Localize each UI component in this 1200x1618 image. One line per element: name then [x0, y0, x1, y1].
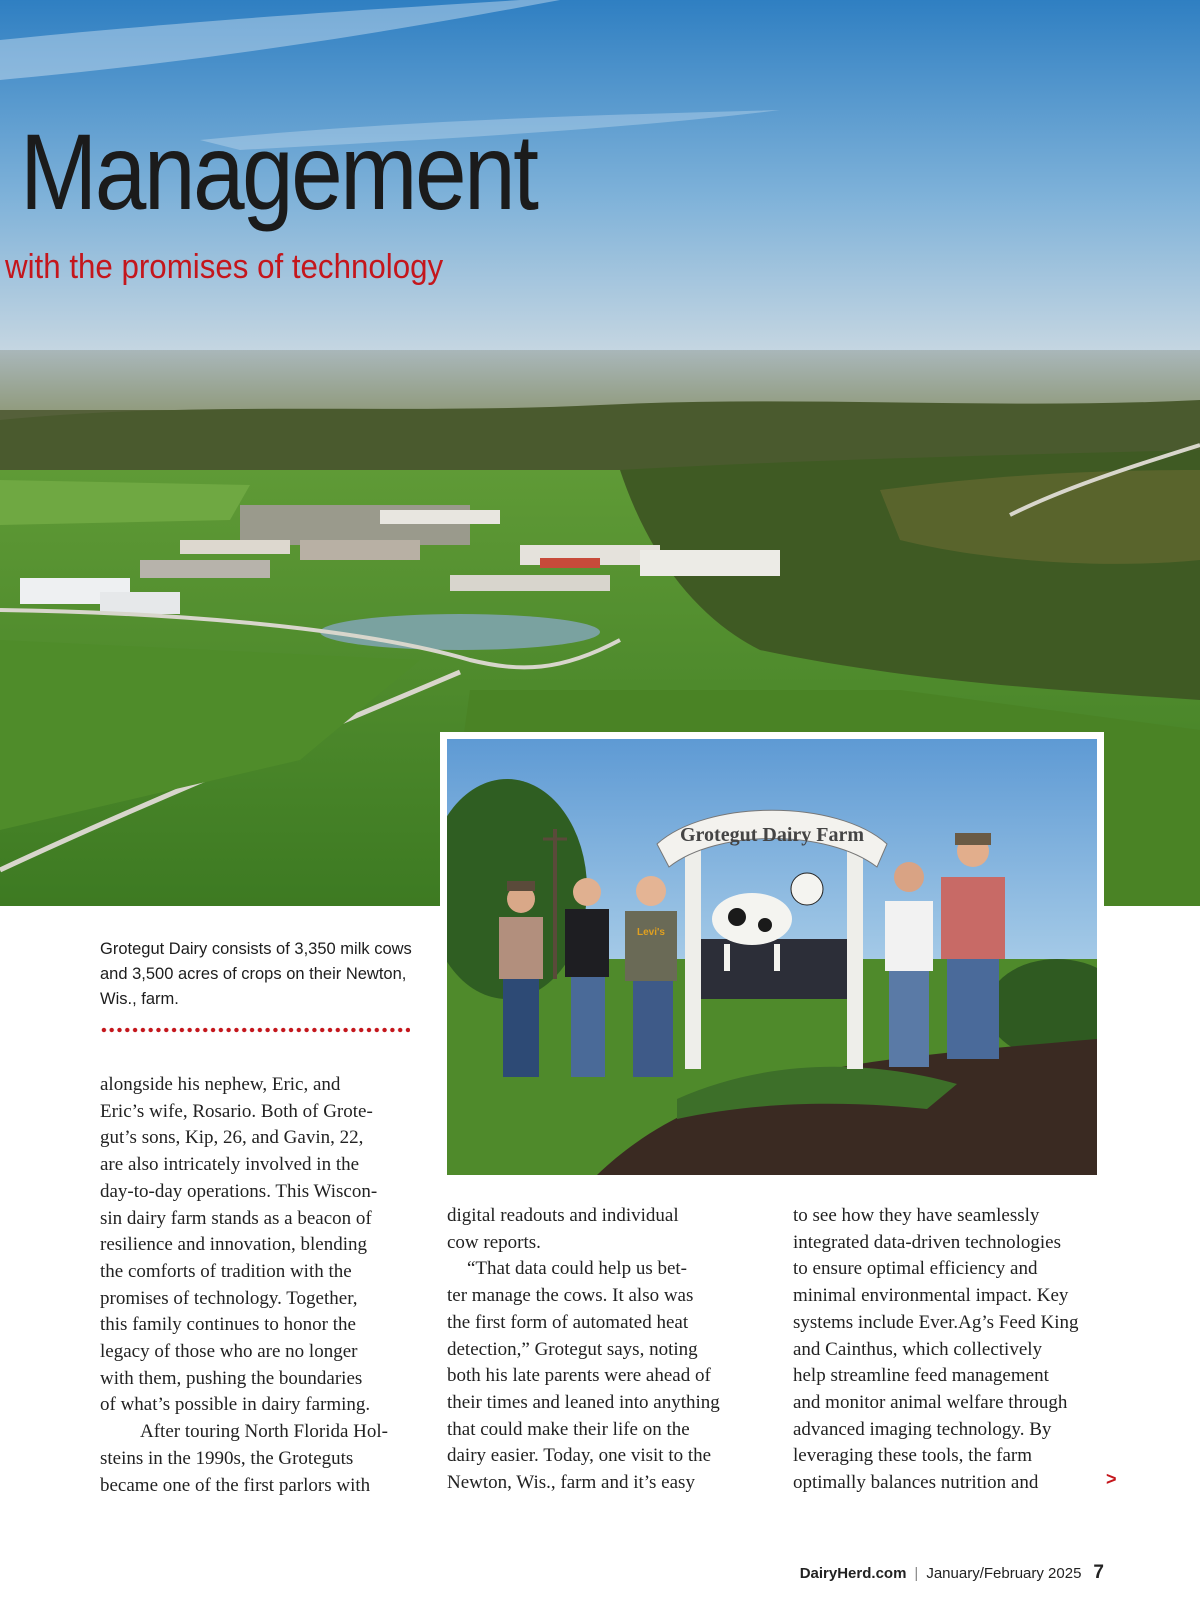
text-line: cow reports. — [447, 1231, 541, 1253]
family-at-farm-sign-illustration — [447, 739, 1097, 1175]
text-line: the first form of automated heat — [447, 1311, 689, 1333]
text-line: Newton, Wis., farm and it’s easy — [447, 1472, 695, 1494]
footer-issue: January/February 2025 — [926, 1565, 1082, 1582]
text-line: minimal environmental impact. Key — [793, 1285, 1069, 1307]
text-line: dairy easier. Today, one visit to the — [447, 1445, 712, 1467]
text-line: gut’s sons, Kip, 26, and Gavin, 22, — [100, 1127, 364, 1149]
article-column-1 — [100, 1072, 420, 1499]
text-line: the comforts of tradition with the — [100, 1260, 352, 1282]
text-line: leveraging these tools, the farm — [793, 1445, 1033, 1467]
footer-separator: | — [914, 1565, 919, 1582]
text-line: resilience and innovation, blending — [100, 1234, 367, 1256]
text-line: systems include Ever.Ag’s Feed King — [793, 1311, 1079, 1333]
photo-caption: Grotegut Dairy consists of 3,350 milk cows and 3,500 acres of crops on their Newton, Wis., farm. — [100, 940, 412, 1008]
text-line: “That data could help us bet- — [467, 1258, 688, 1280]
text-line: their times and leaned into anything — [447, 1391, 720, 1413]
text-line: steins in the 1990s, the Groteguts — [100, 1447, 354, 1469]
text-line: legacy of those who are no longer — [100, 1341, 358, 1363]
text-line: with them, pushing the boundaries — [100, 1367, 363, 1389]
footer-site: DairyHerd.com — [799, 1565, 907, 1582]
text-line: that could make their life on the — [447, 1418, 690, 1440]
text-line: both his late parents were ahead of — [447, 1365, 711, 1387]
text-line: integrated data-driven technologies — [793, 1231, 1062, 1253]
text-line: advanced imaging technology. By — [793, 1418, 1052, 1440]
text-line: and Cainthus, which collectively — [793, 1338, 1043, 1360]
text-line: day-to-day operations. This Wiscon- — [100, 1180, 378, 1202]
subheadline: with the promises of technology — [5, 248, 444, 286]
text-line: are also intricately involved in the — [100, 1154, 360, 1176]
text-line: became one of the first parlors with — [100, 1474, 371, 1496]
page-footer — [800, 1562, 1104, 1584]
family-photo — [440, 732, 1104, 1182]
text-line: detection,” Grotegut says, noting — [447, 1338, 698, 1360]
text-line: of what’s possible in dairy farming. — [100, 1394, 371, 1416]
continue-arrow-icon[interactable]: > — [1106, 1469, 1117, 1489]
text-line: digital readouts and individual — [447, 1205, 679, 1226]
text-line: to see how they have seamlessly — [793, 1205, 1040, 1226]
text-line: Eric’s wife, Rosario. Both of Grote- — [100, 1100, 373, 1122]
farm-sign-text: Grotegut Dairy Farm — [679, 824, 865, 846]
text-line: this family continues to honor the — [100, 1314, 356, 1336]
article-column-3 — [793, 1203, 1113, 1497]
dotted-divider — [100, 1027, 410, 1033]
text-line: sin dairy farm stands as a beacon of — [100, 1207, 372, 1229]
text-line: alongside his nephew, Eric, and — [100, 1074, 341, 1095]
text-line: optimally balances nutrition and — [793, 1472, 1039, 1494]
page-number: 7 — [1093, 1562, 1104, 1583]
text-line: After touring North Florida Hol- — [140, 1421, 389, 1443]
text-line: help streamline feed management — [793, 1365, 1049, 1387]
headline: Management — [20, 111, 537, 232]
text-line: promises of technology. Together, — [100, 1287, 358, 1309]
article-column-2 — [447, 1203, 767, 1497]
text-line: and monitor animal welfare through — [793, 1391, 1068, 1413]
text-line: to ensure optimal efficiency and — [793, 1258, 1038, 1280]
shirt-logo-text: Levi's — [637, 927, 665, 938]
text-line: ter manage the cows. It also was — [447, 1285, 694, 1307]
